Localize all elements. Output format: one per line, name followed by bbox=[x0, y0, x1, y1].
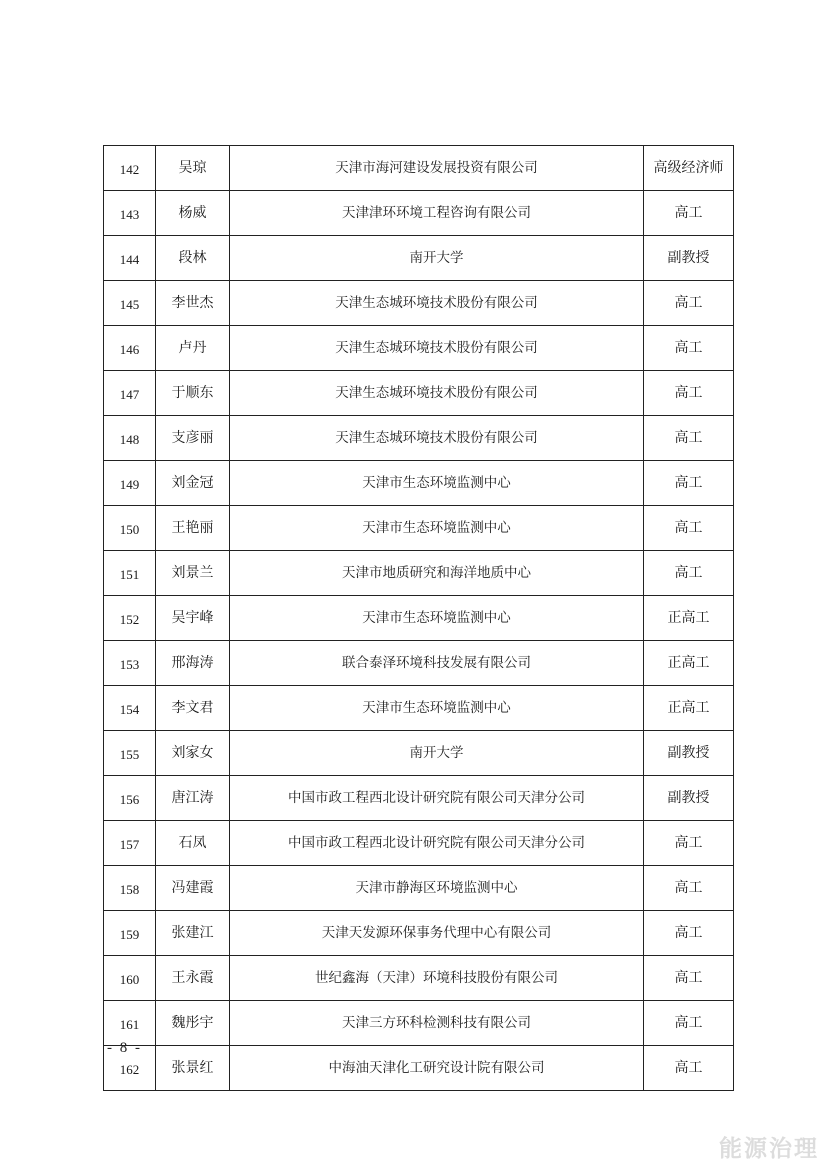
person-name-cell: 刘家女 bbox=[156, 731, 230, 776]
row-number-cell: 154 bbox=[104, 686, 156, 731]
row-number-cell: 152 bbox=[104, 596, 156, 641]
row-number-cell: 156 bbox=[104, 776, 156, 821]
organization-cell: 天津津环环境工程咨询有限公司 bbox=[230, 191, 644, 236]
row-number-cell: 147 bbox=[104, 371, 156, 416]
table-row bbox=[104, 1001, 734, 1046]
row-number-cell: 149 bbox=[104, 461, 156, 506]
professional-title-cell: 正高工 bbox=[644, 686, 734, 731]
professional-title-cell: 高级经济师 bbox=[644, 146, 734, 191]
table-row bbox=[104, 821, 734, 866]
organization-cell: 天津生态城环境技术股份有限公司 bbox=[230, 281, 644, 326]
row-number-cell: 148 bbox=[104, 416, 156, 461]
organization-cell: 天津市海河建设发展投资有限公司 bbox=[230, 146, 644, 191]
person-name-cell: 李世杰 bbox=[156, 281, 230, 326]
table-row bbox=[104, 911, 734, 956]
professional-title-cell: 高工 bbox=[644, 1001, 734, 1046]
organization-cell: 天津生态城环境技术股份有限公司 bbox=[230, 326, 644, 371]
organization-cell: 天津市静海区环境监测中心 bbox=[230, 866, 644, 911]
table-row bbox=[104, 956, 734, 1001]
organization-cell: 天津市地质研究和海洋地质中心 bbox=[230, 551, 644, 596]
organization-cell: 中国市政工程西北设计研究院有限公司天津分公司 bbox=[230, 821, 644, 866]
roster-table bbox=[103, 145, 734, 1091]
row-number-cell: 143 bbox=[104, 191, 156, 236]
organization-cell: 天津市生态环境监测中心 bbox=[230, 461, 644, 506]
organization-cell: 天津生态城环境技术股份有限公司 bbox=[230, 416, 644, 461]
organization-cell: 天津三方环科检测科技有限公司 bbox=[230, 1001, 644, 1046]
person-name-cell: 王艳丽 bbox=[156, 506, 230, 551]
row-number-cell: 145 bbox=[104, 281, 156, 326]
row-number-cell: 161 bbox=[104, 1001, 156, 1046]
professional-title-cell: 高工 bbox=[644, 911, 734, 956]
professional-title-cell: 副教授 bbox=[644, 731, 734, 776]
professional-title-cell: 高工 bbox=[644, 191, 734, 236]
person-name-cell: 李文君 bbox=[156, 686, 230, 731]
row-number-cell: 146 bbox=[104, 326, 156, 371]
row-number-cell: 153 bbox=[104, 641, 156, 686]
table-row bbox=[104, 326, 734, 371]
organization-cell: 世纪鑫海（天津）环境科技股份有限公司 bbox=[230, 956, 644, 1001]
table-row bbox=[104, 551, 734, 596]
person-name-cell: 刘景兰 bbox=[156, 551, 230, 596]
table-row bbox=[104, 191, 734, 236]
person-name-cell: 唐江涛 bbox=[156, 776, 230, 821]
row-number-cell: 151 bbox=[104, 551, 156, 596]
professional-title-cell: 高工 bbox=[644, 866, 734, 911]
table-row bbox=[104, 416, 734, 461]
organization-cell: 天津生态城环境技术股份有限公司 bbox=[230, 371, 644, 416]
professional-title-cell: 高工 bbox=[644, 506, 734, 551]
table-row bbox=[104, 686, 734, 731]
professional-title-cell: 高工 bbox=[644, 956, 734, 1001]
professional-title-cell: 高工 bbox=[644, 461, 734, 506]
person-name-cell: 张建江 bbox=[156, 911, 230, 956]
organization-cell: 天津天发源环保事务代理中心有限公司 bbox=[230, 911, 644, 956]
row-number-cell: 160 bbox=[104, 956, 156, 1001]
person-name-cell: 杨威 bbox=[156, 191, 230, 236]
organization-cell: 中国市政工程西北设计研究院有限公司天津分公司 bbox=[230, 776, 644, 821]
professional-title-cell: 正高工 bbox=[644, 596, 734, 641]
professional-title-cell: 高工 bbox=[644, 551, 734, 596]
table-row bbox=[104, 1046, 734, 1091]
row-number-cell: 162 bbox=[104, 1046, 156, 1091]
person-name-cell: 段林 bbox=[156, 236, 230, 281]
row-number-cell: 142 bbox=[104, 146, 156, 191]
person-name-cell: 吴宇峰 bbox=[156, 596, 230, 641]
organization-cell: 天津市生态环境监测中心 bbox=[230, 596, 644, 641]
row-number-cell: 150 bbox=[104, 506, 156, 551]
table-row bbox=[104, 596, 734, 641]
watermark-logo: 能源治理 bbox=[719, 1136, 819, 1162]
person-name-cell: 王永霞 bbox=[156, 956, 230, 1001]
person-name-cell: 冯建霞 bbox=[156, 866, 230, 911]
organization-cell: 南开大学 bbox=[230, 236, 644, 281]
roster-table-body bbox=[104, 146, 734, 1091]
person-name-cell: 石凤 bbox=[156, 821, 230, 866]
person-name-cell: 支彦丽 bbox=[156, 416, 230, 461]
person-name-cell: 张景红 bbox=[156, 1046, 230, 1091]
professional-title-cell: 高工 bbox=[644, 416, 734, 461]
row-number-cell: 159 bbox=[104, 911, 156, 956]
professional-title-cell: 高工 bbox=[644, 326, 734, 371]
table-row bbox=[104, 866, 734, 911]
row-number-cell: 155 bbox=[104, 731, 156, 776]
row-number-cell: 158 bbox=[104, 866, 156, 911]
organization-cell: 南开大学 bbox=[230, 731, 644, 776]
organization-cell: 天津市生态环境监测中心 bbox=[230, 686, 644, 731]
table-row bbox=[104, 461, 734, 506]
table-row bbox=[104, 641, 734, 686]
organization-cell: 中海油天津化工研究设计院有限公司 bbox=[230, 1046, 644, 1091]
professional-title-cell: 高工 bbox=[644, 1046, 734, 1091]
person-name-cell: 刘金冠 bbox=[156, 461, 230, 506]
table-row bbox=[104, 236, 734, 281]
person-name-cell: 吴琼 bbox=[156, 146, 230, 191]
professional-title-cell: 副教授 bbox=[644, 236, 734, 281]
person-name-cell: 卢丹 bbox=[156, 326, 230, 371]
table-row bbox=[104, 146, 734, 191]
row-number-cell: 144 bbox=[104, 236, 156, 281]
person-name-cell: 魏彤宇 bbox=[156, 1001, 230, 1046]
table-row bbox=[104, 506, 734, 551]
professional-title-cell: 副教授 bbox=[644, 776, 734, 821]
professional-title-cell: 高工 bbox=[644, 371, 734, 416]
row-number-cell: 157 bbox=[104, 821, 156, 866]
person-name-cell: 邢海涛 bbox=[156, 641, 230, 686]
professional-title-cell: 高工 bbox=[644, 281, 734, 326]
person-name-cell: 于顺东 bbox=[156, 371, 230, 416]
table-row bbox=[104, 371, 734, 416]
table-row bbox=[104, 776, 734, 821]
table-row bbox=[104, 731, 734, 776]
professional-title-cell: 正高工 bbox=[644, 641, 734, 686]
organization-cell: 联合泰泽环境科技发展有限公司 bbox=[230, 641, 644, 686]
organization-cell: 天津市生态环境监测中心 bbox=[230, 506, 644, 551]
page-number: - 8 - bbox=[107, 1040, 142, 1056]
table-row bbox=[104, 281, 734, 326]
professional-title-cell: 高工 bbox=[644, 821, 734, 866]
